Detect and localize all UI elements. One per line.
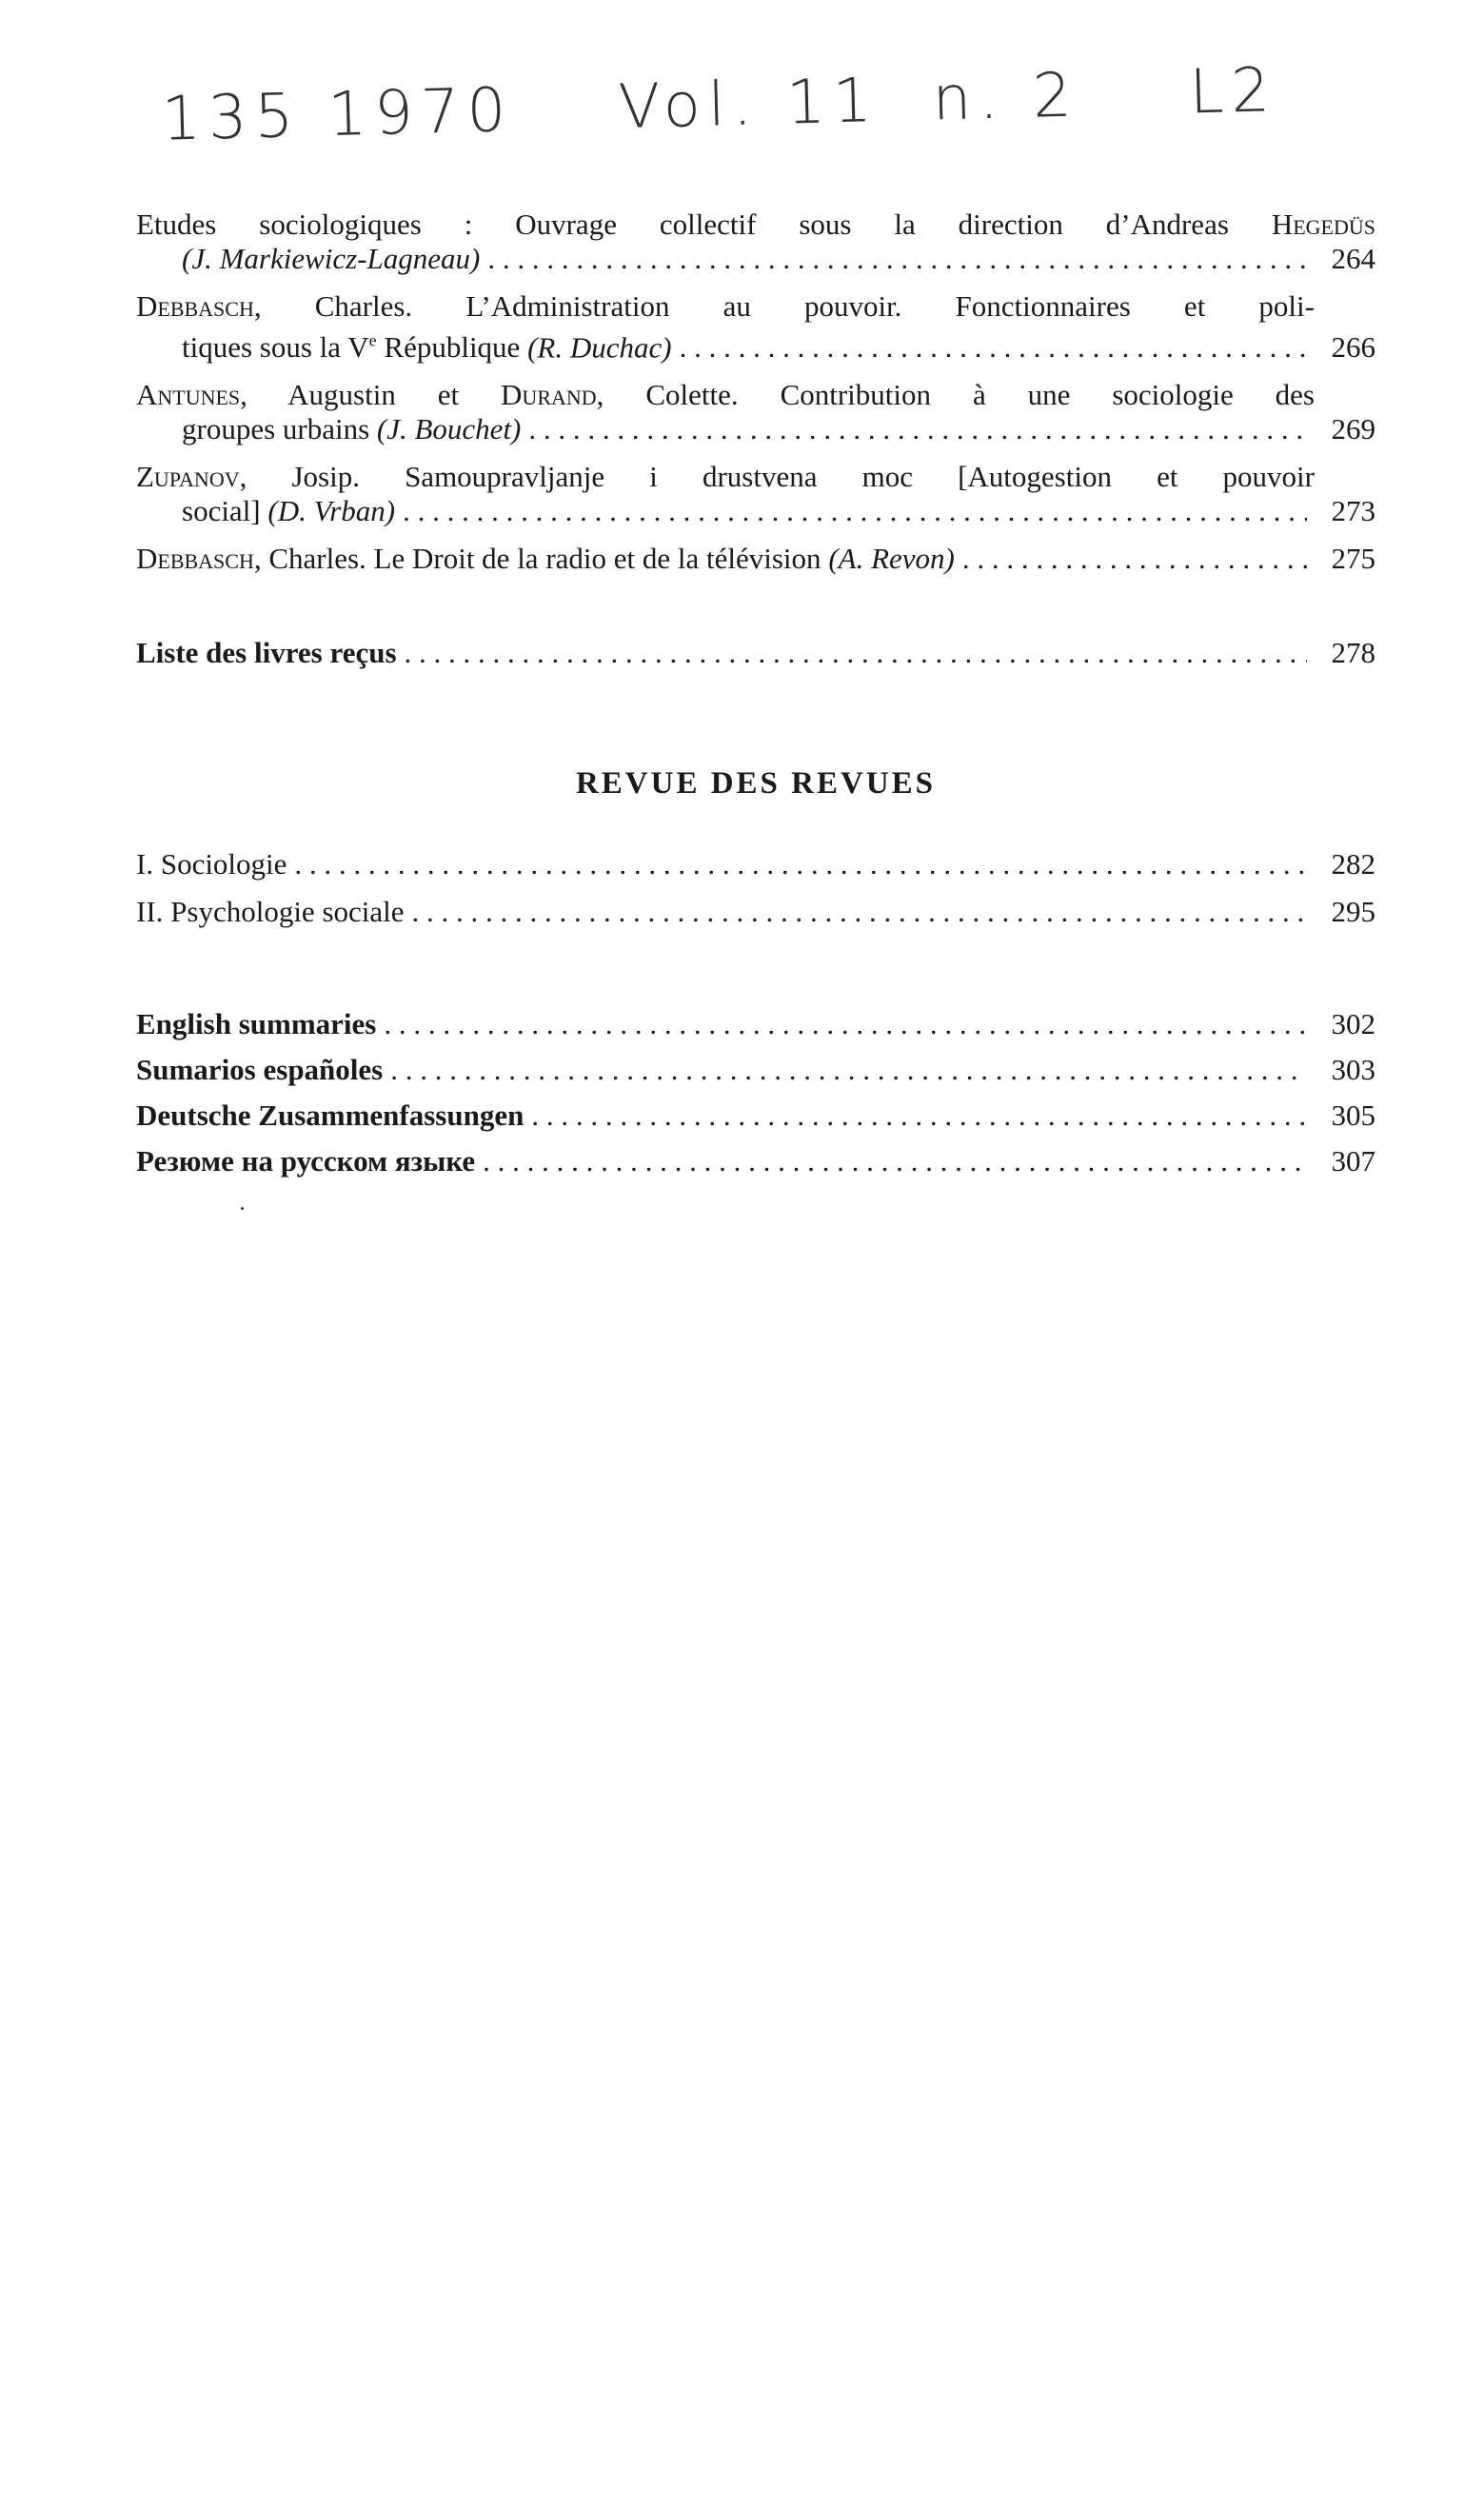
entry-page: 275 — [1331, 542, 1375, 576]
toc-entry — [136, 208, 1375, 276]
toc-entry — [136, 289, 1375, 365]
handwritten-number: n. 2 — [931, 60, 1080, 135]
dot-leader — [483, 1144, 1307, 1178]
toc-entry — [136, 895, 1375, 929]
entry-page: 302 — [1331, 1007, 1375, 1040]
entry-page: 303 — [1331, 1053, 1375, 1086]
entry-title: Резюме на русском языке — [136, 1144, 476, 1178]
entry-title: II. Psychologie sociale — [136, 895, 405, 928]
toc-entry — [136, 1144, 1375, 1178]
dot-leader — [294, 847, 1307, 881]
toc-entry — [136, 1053, 1375, 1087]
entry-page: 278 — [1331, 636, 1375, 669]
entry-title: Liste des livres reçus — [136, 636, 397, 669]
handwritten-shelf: L2 — [1188, 55, 1278, 129]
handwritten-volume: Vol. 11 — [617, 66, 881, 144]
toc-entry — [136, 542, 1375, 576]
dot-leader — [390, 1053, 1307, 1087]
dot-leader — [384, 1007, 1307, 1041]
books-received-section — [136, 636, 1375, 670]
dot-leader — [531, 1099, 1307, 1133]
entry-page: 266 — [1331, 330, 1375, 365]
scan-speck — [241, 1207, 244, 1210]
entry-reviewer: (J. Markiewicz-Lagneau) — [182, 242, 481, 275]
entry-page: 307 — [1331, 1144, 1375, 1178]
book-reviews-list — [136, 208, 1375, 576]
entry-title-continued: groupes urbains (J. Bouchet) — [182, 412, 522, 446]
entry-title: English summaries — [136, 1007, 377, 1040]
toc-entry — [136, 1007, 1375, 1041]
entry-page: 282 — [1331, 847, 1375, 881]
dot-leader — [962, 542, 1307, 576]
entry-page: 264 — [1331, 242, 1375, 275]
entry-page: 305 — [1331, 1099, 1375, 1132]
entry-title: Zupanov, Josip. Samoupravljanje i drustvena moc [Autogestion et pouvoir — [136, 460, 1315, 494]
entry-page: 295 — [1331, 895, 1375, 928]
entry-title-continued: tiques sous la Ve République (R. Duchac) — [182, 330, 672, 365]
entry-title: Etudes sociologiques : Ouvrage collectif sous la direction d’Andreas Hegedüs — [136, 208, 1375, 241]
dot-leader — [405, 636, 1307, 670]
toc-entry — [136, 460, 1375, 528]
entry-title-continued: social] (D. Vrban) — [182, 494, 396, 528]
dot-leader — [528, 412, 1307, 446]
entry-title: Debbasch, Charles. Le Droit de la radio et de la télévision (A. Revon) — [136, 542, 955, 576]
dot-leader — [403, 494, 1307, 528]
entry-title: I. Sociologie — [136, 847, 287, 881]
entry-title: Debbasch, Charles. L’Administration au pouvoir. Fonctionnaires et poli- — [136, 289, 1315, 323]
handwritten-accession: 135 1970 — [161, 75, 515, 155]
dot-leader — [412, 895, 1307, 929]
entry-title: Sumarios españoles — [136, 1053, 384, 1086]
handwritten-catalog-note — [161, 43, 1381, 179]
dot-leader — [487, 242, 1307, 276]
toc-entry — [136, 636, 1375, 670]
entry-title: Deutsche Zusammenfassungen — [136, 1099, 524, 1132]
toc-entry — [136, 1099, 1375, 1133]
toc-entry — [136, 847, 1375, 881]
review-of-journals-list — [136, 847, 1375, 929]
entry-title: Antunes, Augustin et Durand, Colette. Contribution à une sociologie des — [136, 378, 1315, 412]
dot-leader — [680, 330, 1307, 365]
toc-entry — [136, 378, 1375, 446]
entry-page: 269 — [1331, 412, 1375, 446]
summaries-list — [136, 1007, 1375, 1178]
section-heading: REVUE DES REVUES — [575, 766, 937, 801]
entry-page: 273 — [1331, 494, 1375, 528]
